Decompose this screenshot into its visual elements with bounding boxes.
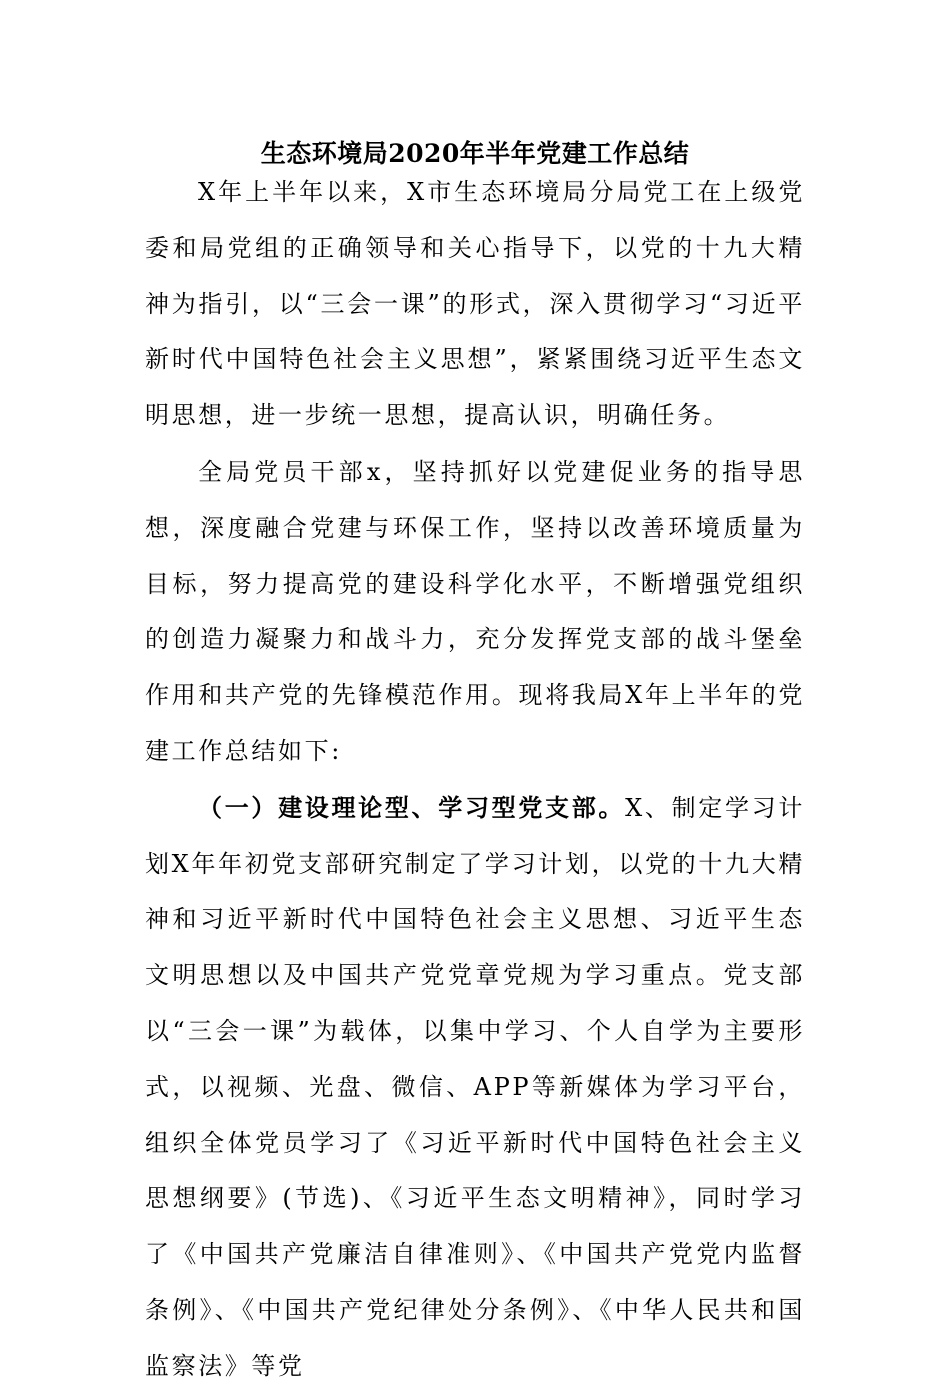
paragraph-intro bbox=[145, 164, 805, 444]
document-title: 生态环境局2020年半年党建工作总结 bbox=[260, 139, 690, 168]
paragraph-overview bbox=[145, 444, 805, 780]
paragraph-text: 全局党员干部x，坚持抓好以党建促业务的指导思想，深度融合党建与环保工作，坚持以改善环境质量为目标，努力提高党的建设科学化水平，不断增强党组织的创造力凝聚力和战斗力，充分发挥党支部的战斗堡垒作用和共产党的先锋模范作用。现将我局X年上半年的党建工作总结如下: bbox=[145, 457, 805, 765]
paragraph-text: X、制定学习计划X年年初党支部研究制定了学习计划，以党的十九大精神和习近平新时代中国特色社会主义思想、习近平生态文明思想以及中国共产党党章党规为学习重点。党支部以“三会一课”为载体，以集中学习、个人自学为主要形式，以视频、光盘、微信、APP等新媒体为学习平台，组织全体党员学习了《习近平新时代中国特色社会主义思想纲要》(节选)、《习近平生态文明精神》，同时学习了《中国共产党廉洁自律准则》、《中国共产党党内监督条例》、《中国共产党纪律处分条例》、《中华人民共和国监察法》等党 bbox=[145, 793, 805, 1380]
paragraph-text: X年上半年以来，X市生态环境局分局党工在上级党委和局党组的正确领导和关心指导下，以党的十九大精神为指引，以“三会一课”的形式，深入贯彻学习“习近平新时代中国特色社会主义思想”，紧紧围绕习近平生态文明思想，进一步统一思想，提高认识，明确任务。 bbox=[145, 178, 805, 430]
section-heading: （一）建设理论型、学习型党支部。 bbox=[198, 792, 626, 822]
document-body bbox=[145, 164, 805, 1395]
paragraph-section-one bbox=[145, 780, 805, 1395]
